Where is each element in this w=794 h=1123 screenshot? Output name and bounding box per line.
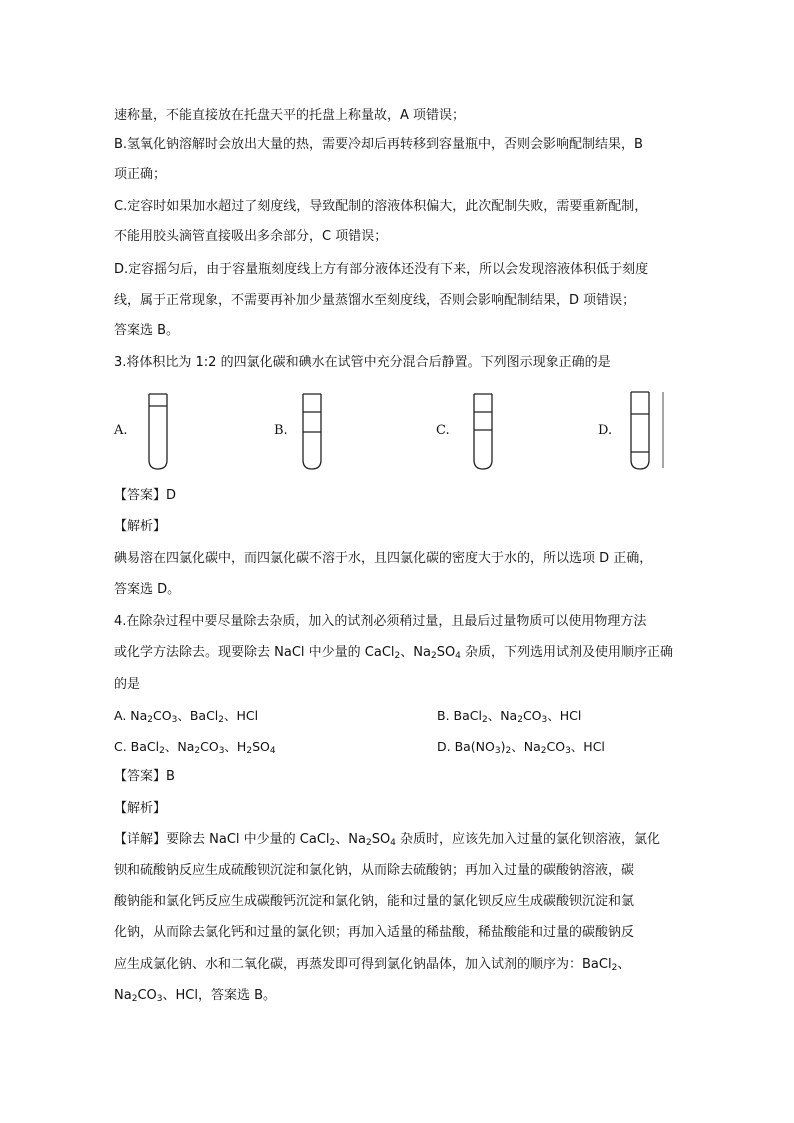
q4-option-b (437, 708, 581, 724)
text-line: 项正确； (114, 167, 167, 182)
text-segment: A. Na (114, 708, 148, 723)
text-segment: 杂质，下列选用试剂及使用顺序正确 (460, 645, 674, 660)
subscript: 3 (565, 746, 571, 756)
subscript: 3 (541, 715, 548, 725)
text-segment: CO (522, 708, 542, 723)
subscript: 2 (540, 746, 547, 756)
subscript: 2 (394, 651, 401, 661)
text-segment: 、Na (487, 708, 518, 723)
text-segment: B. BaCl (437, 708, 482, 723)
text-segment: 或化学方法除去。现要除去 NaCl 中少量的 CaCl (114, 645, 395, 660)
question-4: 4.在除杂过程中要尽量除去杂质，加入的试剂必须稍过量，且最后过量物质可以使用物理方法 (114, 614, 647, 629)
subscript: 2 (194, 746, 201, 756)
subscript: 2 (246, 746, 253, 756)
text-segment: 、H (224, 739, 247, 754)
text-line: 不能用胶头滴管直接吸出多余部分，C 项错误； (114, 229, 388, 244)
option-b-label: B. (274, 423, 288, 438)
test-tube-c-icon (471, 392, 495, 472)
text-segment: SO (252, 739, 270, 754)
text-line: 答案选 D。 (114, 582, 181, 597)
text-line (114, 645, 673, 661)
text-segment: SO (371, 832, 391, 847)
subscript: 2 (131, 994, 138, 1004)
text-line: 答案选 B。 (114, 323, 180, 338)
subscript: 2 (611, 963, 618, 973)
option-d-label: D. (598, 423, 613, 438)
option-c-label: C. (436, 423, 450, 438)
test-tube-b-icon (300, 392, 324, 472)
subscript: 2 (329, 838, 336, 848)
text-line: 速称量，不能直接放在托盘天平的托盘上称量故，A 项错误； (114, 108, 466, 123)
text-segment: SO (436, 645, 456, 660)
subscript: 4 (455, 651, 461, 661)
answer-label: 【答案】B (114, 769, 175, 784)
text-segment: 、BaCl (177, 708, 219, 723)
text-line: 的是 (114, 677, 141, 692)
test-tube-a-icon (146, 392, 170, 472)
text-segment: CO (137, 988, 157, 1003)
text-line: B.氢氧化钠溶解时会放出大量的热，需要冷却后再转移到容量瓶中，否则会影响配制结果，B (114, 137, 643, 152)
text-line: 酸钠能和氯化钙反应生成碳酸钙沉淀和氯化钠，能和过量的氯化钡反应生成碳酸钡沉淀和氯 (114, 894, 635, 909)
subscript: 4 (269, 746, 276, 756)
text-segment: 、Na (164, 739, 195, 754)
text-segment: 应生成氯化钠、水和二氧化碳，再蒸发即可得到氯化钠晶体，加入试剂的顺序为：BaCl (114, 957, 612, 972)
text-line: 化钠，从而除去氯化钙和过量的氯化钡；再加入适量的稀盐酸，稀盐酸能和过量的碳酸钠反 (114, 925, 635, 940)
analysis-label: 【解析】 (114, 801, 167, 816)
test-tube-d-icon (628, 390, 668, 472)
subscript: 3 (171, 715, 178, 725)
text-line (114, 832, 660, 848)
text-segment: 【详解】要除去 NaCl 中少量的 CaCl (114, 832, 330, 847)
subscript: 3 (494, 746, 501, 756)
text-segment: Na (114, 988, 132, 1003)
text-segment: CO (153, 708, 172, 723)
subscript: 2 (481, 715, 488, 725)
text-line: 钡和硫酸钠反应生成硫酸钡沉淀和氯化钠，从而除去硫酸钠；再加入过量的碳酸钠溶液，碳 (114, 863, 635, 878)
subscript: 2 (365, 838, 372, 848)
q4-option-d (437, 739, 605, 755)
question-3: 3.将体积比为 1:2 的四氯化碳和碘水在试管中充分混合后静置。下列图示现象正确的是 (114, 355, 611, 370)
subscript: 2 (218, 715, 225, 725)
text-line (114, 988, 276, 1004)
text-segment: CO (200, 739, 219, 754)
analysis-label: 【解析】 (114, 519, 167, 534)
text-segment: C. BaCl (114, 739, 160, 754)
subscript: 2 (159, 746, 165, 756)
text-segment: 、Na (335, 832, 366, 847)
subscript: 4 (390, 838, 396, 848)
text-segment: D. Ba(NO (437, 739, 495, 754)
subscript: 2 (517, 715, 523, 725)
text-segment: 、HCl (547, 708, 582, 723)
text-segment: 、Na (511, 739, 541, 754)
subscript: 3 (156, 994, 163, 1004)
answer-label: 【答案】D (114, 488, 177, 503)
text-segment: 、Na (400, 645, 431, 660)
text-segment: CO (546, 739, 566, 754)
text-segment: 、HCl (570, 739, 605, 754)
text-segment: 杂质时，应该先加入过量的氯化钡溶液，氯化 (395, 832, 661, 847)
text-segment: ) (500, 739, 506, 754)
text-line: 线，属于正常现象，不需要再补加少量蒸馏水至刻度线，否则会影响配制结果，D 项错误； (114, 293, 636, 308)
q4-option-a (114, 708, 258, 724)
text-line: 碘易溶在四氯化碳中，而四氯化碳不溶于水，且四氯化碳的密度大于水的，所以选项 D 正确， (114, 551, 653, 566)
option-a-label: A. (114, 423, 128, 438)
text-line: C.定容时如果加水超过了刻度线，导致配制的溶液体积偏大，此次配制失败，需要重新配制， (114, 199, 648, 214)
text-segment: 、 (617, 957, 631, 972)
text-segment: 、HCl (224, 708, 259, 723)
q4-option-c (114, 739, 276, 755)
text-line (114, 957, 630, 973)
subscript: 2 (147, 715, 154, 725)
subscript: 3 (218, 746, 225, 756)
text-segment: 、HCl，答案选 B。 (162, 988, 276, 1003)
subscript: 2 (430, 651, 437, 661)
subscript: 2 (505, 746, 512, 756)
text-line: D.定容摇匀后，由于容量瓶刻度线上方有部分液体还没有下来，所以会发现溶液体积低于刻度 (114, 262, 649, 277)
